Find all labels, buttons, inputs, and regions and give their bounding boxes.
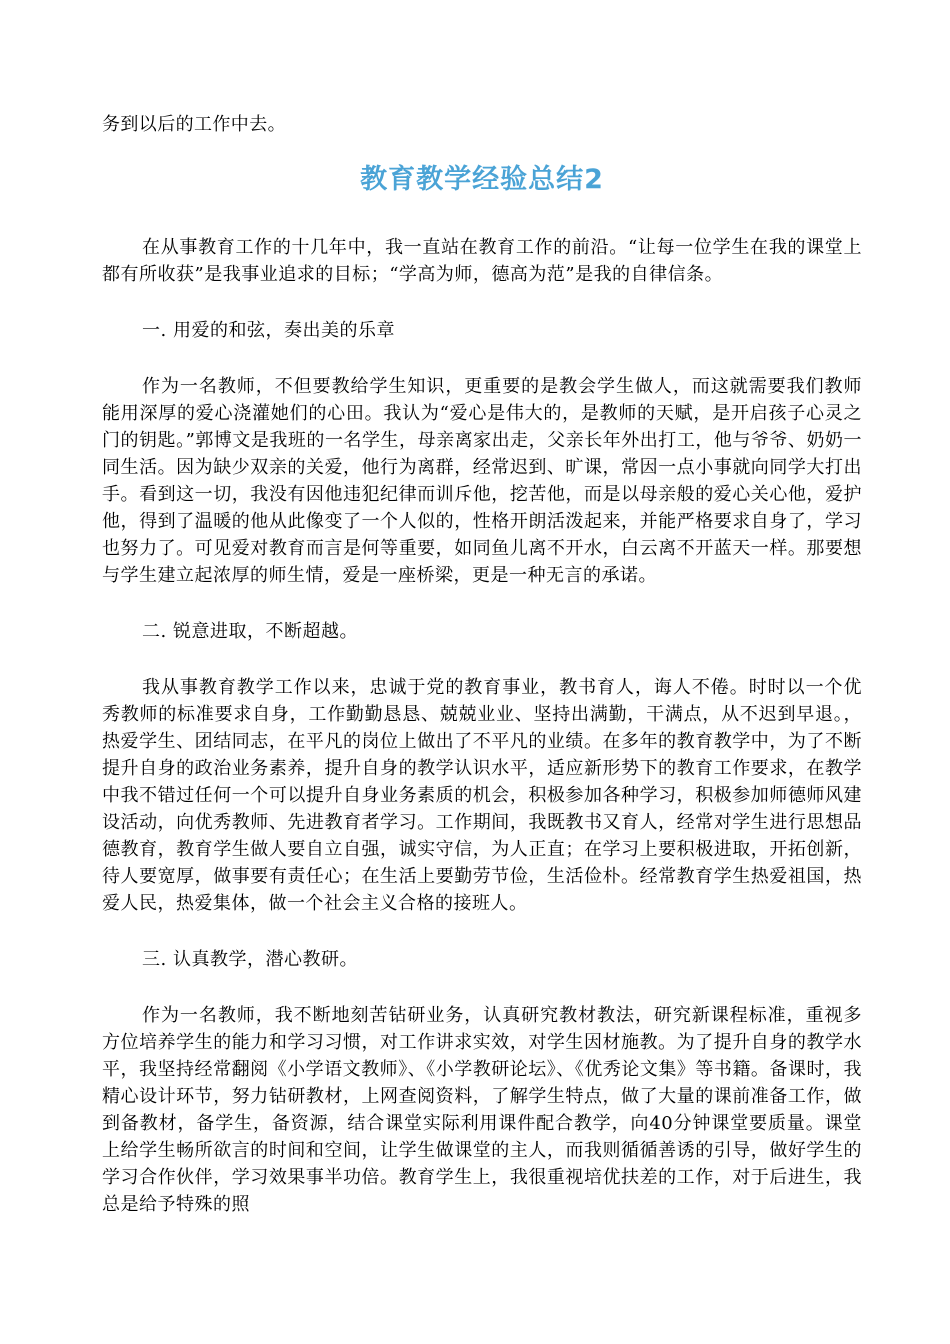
intro-paragraph: 在从事教育工作的十几年中，我一直站在教育工作的前沿。“让每一位学生在我的课堂上都有所收获”是我事业追求的目标；“学高为师，德高为范”是我的自律信条。	[102, 237, 862, 285]
section-3-body: 作为一名教师，我不断地刻苦钻研业务，认真研究教材教法，研究新课程标准，重视多方位培养学生的能力和学习习惯，对工作讲求实效，对学生因材施教。为了提升自身的教学水平，我坚持经常翻阅《小学语文教师》、《小学教研论坛》、《优秀论文集》等书籍。备课时，我精心设计环节，努力钻研教材，上网查阅资料，了解学生特点，做了大量的课前准备工作，做到备教材，备学生，备资源，结合课堂实际利用课件配合教学，向40分钟课堂要质量。课堂上给学生畅所欲言的时间和空间，让学生做课堂的主人，而我则循循善诱的引导，做好学生的学习合作伙伴，学习效果事半功倍。教育学生上，我很重视培优扶差的工作，对于后进生，我总是给予特殊的照	[102, 1005, 862, 1215]
section-3-heading: 三. 认真教学，潜心教研。	[142, 949, 358, 970]
document-content	[102, 112, 862, 1218]
lead-line: 务到以后的工作中去。	[102, 114, 286, 135]
section-1-body: 作为一名教师，不但要教给学生知识，更重要的是教会学生做人，而这就需要我们教师能用深厚的爱心浇灌她们的心田。我认为“爱心是伟大的，是教师的天赋，是开启孩子心灵之门的钥匙。”郭博文是我班的一名学生，母亲离家出走，父亲长年外出打工，他与爷爷、奶奶一同生活。因为缺少双亲的关爱，他行为离群，经常迟到、旷课，常因一点小事就向同学大打出手。看到这一切，我没有因他违犯纪律而训斥他，挖苦他，而是以母亲般的爱心关心他，爱护他，得到了温暖的他从此像变了一个人似的，性格开朗活泼起来，并能严格要求自身了，学习也努力了。可见爱对教育而言是何等重要，如同鱼儿离不开水，白云离不开蓝天一样。那要想与学生建立起浓厚的师生情，爱是一座桥梁，更是一种无言的承诺。	[102, 376, 862, 586]
section-2-heading: 二. 锐意进取，不断超越。	[142, 621, 358, 642]
section-1-heading: 一. 用爱的和弦，奏出美的乐章	[142, 320, 395, 341]
document-title: 教育教学经验总结2	[360, 164, 604, 195]
section-2-body: 我从事教育教学工作以来，忠诚于党的教育事业，教书育人，诲人不倦。时时以一个优秀教师的标准要求自身，工作勤勤恳恳、兢兢业业、坚持出满勤，干满点，从不迟到早退。，热爱学生、团结同志，在平凡的岗位上做出了不平凡的业绩。在多年的教育教学中，为了不断提升自身的政治业务素养，提升自身的教学认识水平，适应新形势下的教育工作要求，在教学中我不错过任何一个可以提升自身业务素质的机会，积极参加各种学习，积极参加师德师风建设活动，向优秀教师、先进教育者学习。工作期间，我既教书又育人，经常对学生进行思想品德教育，教育学生做人要自立自强，诚实守信，为人正直；在学习上要积极进取，开拓创新，待人要宽厚，做事要有责任心；在生活上要勤劳节俭，生活俭朴。经常教育学生热爱祖国，热爱人民，热爱集体，做一个社会主义合格的接班人。	[102, 677, 862, 914]
